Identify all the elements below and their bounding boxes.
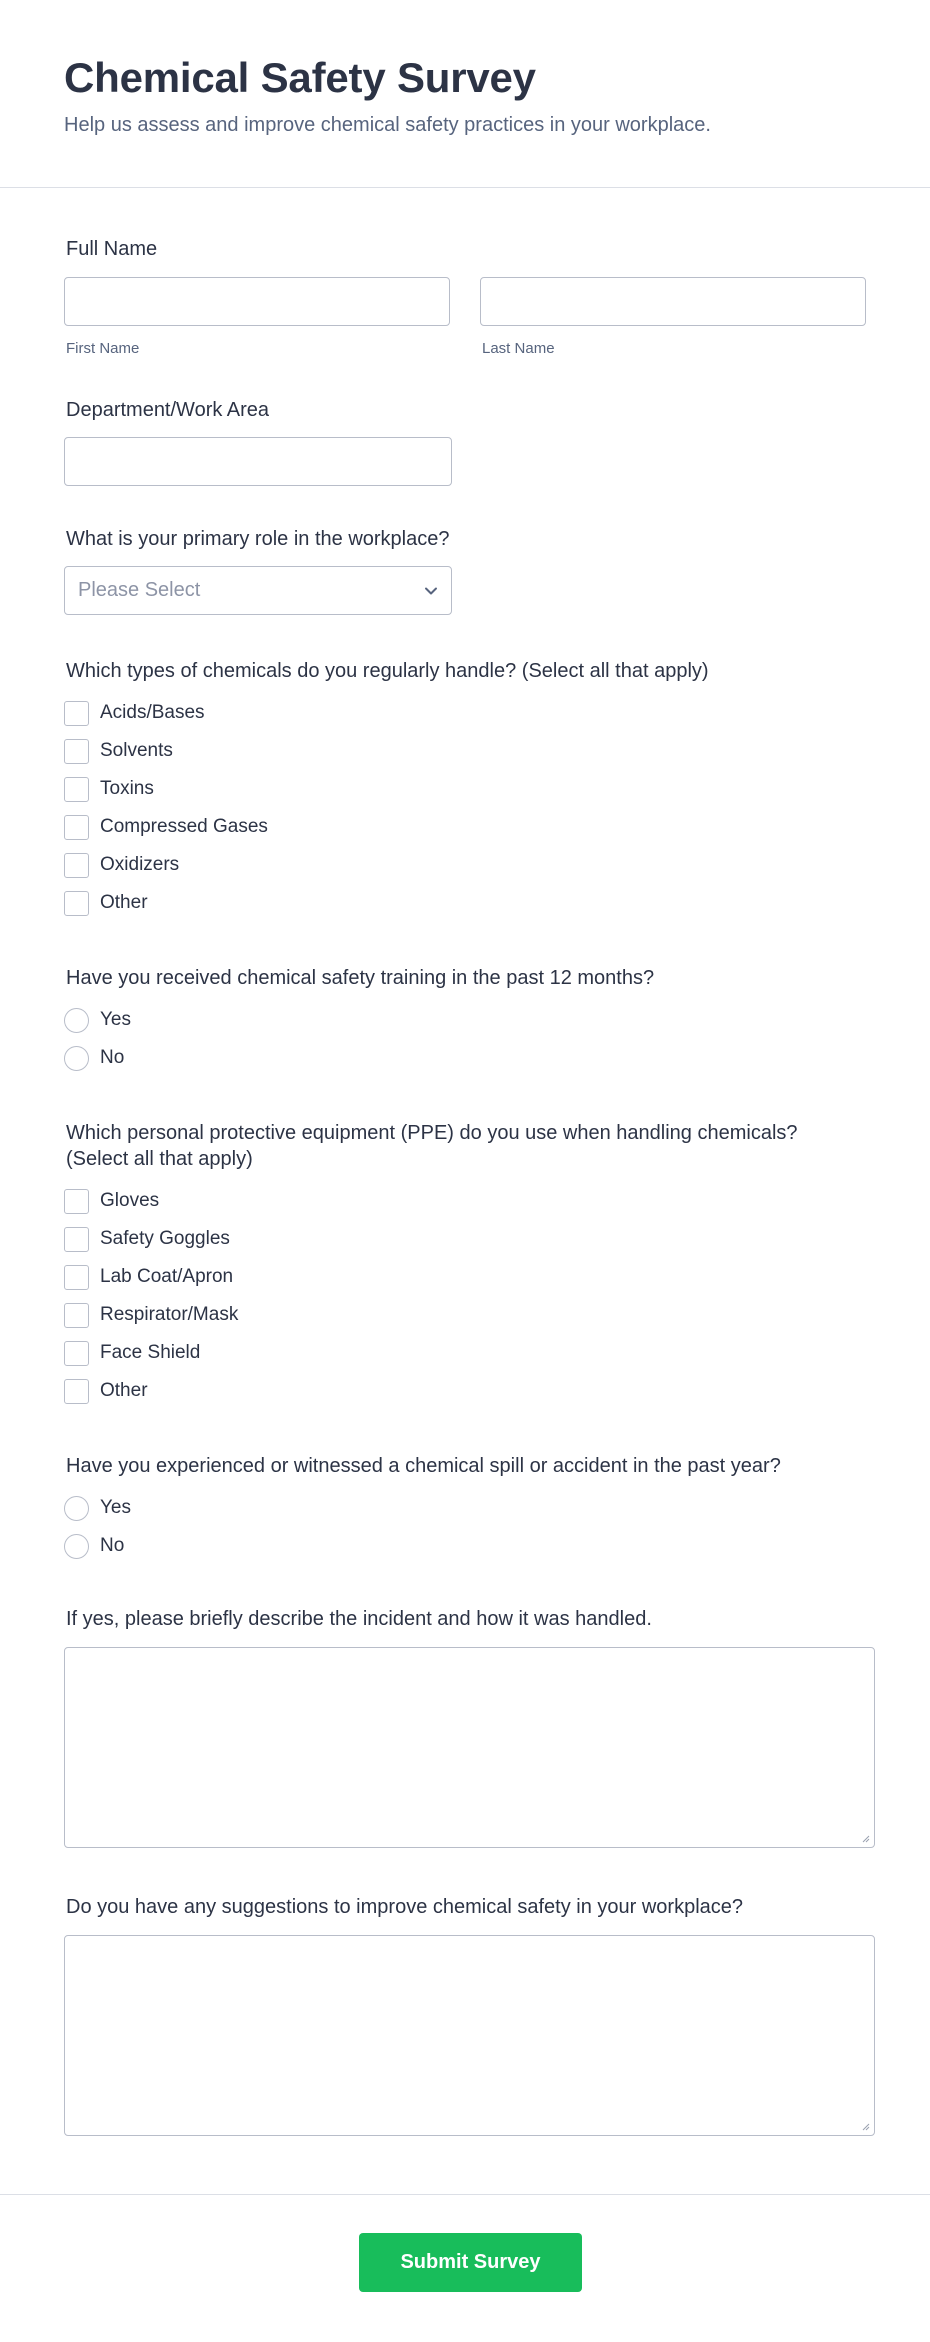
option-label: Other: [100, 1380, 148, 1401]
ppe-option[interactable]: [64, 1296, 866, 1334]
incident-group: [64, 1606, 866, 1848]
option-label: Yes: [100, 1497, 131, 1518]
suggestions-group: [64, 1894, 866, 2136]
chevron-down-icon: [421, 581, 441, 601]
checkbox[interactable]: [64, 1227, 89, 1252]
full-name-group: [64, 236, 866, 357]
option-label: Gloves: [100, 1190, 160, 1211]
ppe-group: [64, 1120, 866, 1410]
suggestions-label: Do you have any suggestions to improve chemical safety in your workplace?: [66, 1896, 744, 1918]
checkbox[interactable]: [64, 701, 89, 726]
chemicals-option[interactable]: [64, 808, 866, 846]
department-group: [64, 397, 866, 486]
option-label: Oxidizers: [100, 854, 180, 875]
ppe-option[interactable]: [64, 1372, 866, 1410]
role-group: [64, 526, 866, 615]
ppe-option[interactable]: [64, 1182, 866, 1220]
first-name-sublabel: First Name: [66, 340, 140, 357]
spill-option[interactable]: [64, 1527, 866, 1565]
radio-button[interactable]: [64, 1534, 89, 1559]
option-label: No: [100, 1535, 125, 1556]
full-name-label: Full Name: [66, 238, 158, 260]
radio-button[interactable]: [64, 1046, 89, 1071]
chemicals-option[interactable]: [64, 770, 866, 808]
ppe-label-line-2: (Select all that apply): [66, 1148, 253, 1170]
role-select-value: Please Select: [78, 579, 201, 601]
page-title: Chemical Safety Survey: [64, 54, 536, 101]
option-label: No: [100, 1047, 125, 1068]
training-group: [64, 965, 866, 1077]
checkbox[interactable]: [64, 1189, 89, 1214]
ppe-option[interactable]: [64, 1334, 866, 1372]
form-header: [0, 0, 930, 188]
form-footer: [0, 2194, 930, 2342]
incident-textarea[interactable]: [64, 1647, 875, 1848]
radio-button[interactable]: [64, 1008, 89, 1033]
survey-form: [0, 236, 930, 2136]
chemicals-label: Which types of chemicals do you regularly handle? (Select all that apply): [66, 660, 709, 682]
department-input[interactable]: [64, 437, 452, 486]
option-label: Lab Coat/Apron: [100, 1266, 234, 1287]
chemicals-option[interactable]: [64, 846, 866, 884]
role-select[interactable]: [64, 566, 452, 615]
first-name-input[interactable]: [64, 277, 450, 326]
option-label: Acids/Bases: [100, 702, 205, 723]
option-label: Compressed Gases: [100, 816, 268, 837]
checkbox[interactable]: [64, 1379, 89, 1404]
option-label: Toxins: [100, 778, 154, 799]
last-name-field: [480, 277, 866, 357]
ppe-label-line-1: Which personal protective equipment (PPE) do you use when handling chemicals?: [66, 1122, 798, 1144]
ppe-option[interactable]: [64, 1220, 866, 1258]
page-subtitle: Help us assess and improve chemical safety practices in your workplace.: [64, 114, 711, 136]
training-option[interactable]: [64, 1039, 866, 1077]
checkbox[interactable]: [64, 853, 89, 878]
chemicals-option[interactable]: [64, 732, 866, 770]
checkbox[interactable]: [64, 891, 89, 916]
spill-label: Have you experienced or witnessed a chemical spill or accident in the past year?: [66, 1455, 781, 1477]
checkbox[interactable]: [64, 777, 89, 802]
spill-option[interactable]: [64, 1489, 866, 1527]
option-label: Safety Goggles: [100, 1228, 230, 1249]
option-label: Face Shield: [100, 1342, 201, 1363]
last-name-input[interactable]: [480, 277, 866, 326]
incident-label: If yes, please briefly describe the incident and how it was handled.: [66, 1608, 652, 1630]
ppe-option[interactable]: [64, 1258, 866, 1296]
first-name-field: [64, 277, 450, 357]
role-label: What is your primary role in the workplace?: [66, 528, 450, 550]
chemicals-option[interactable]: [64, 694, 866, 732]
chemicals-group: [64, 658, 866, 922]
checkbox[interactable]: [64, 1303, 89, 1328]
checkbox[interactable]: [64, 1265, 89, 1290]
submit-button[interactable]: Submit Survey: [359, 2233, 582, 2292]
suggestions-textarea[interactable]: [64, 1935, 875, 2136]
resize-handle-icon[interactable]: [860, 1833, 870, 1843]
radio-button[interactable]: [64, 1496, 89, 1521]
resize-handle-icon[interactable]: [860, 2121, 870, 2131]
option-label: Yes: [100, 1009, 131, 1030]
checkbox[interactable]: [64, 1341, 89, 1366]
last-name-sublabel: Last Name: [482, 340, 555, 357]
option-label: Respirator/Mask: [100, 1304, 239, 1325]
training-option[interactable]: [64, 1001, 866, 1039]
training-label: Have you received chemical safety training in the past 12 months?: [66, 967, 655, 989]
department-label: Department/Work Area: [66, 399, 270, 421]
checkbox[interactable]: [64, 739, 89, 764]
chemicals-option[interactable]: [64, 884, 866, 922]
option-label: Other: [100, 892, 148, 913]
checkbox[interactable]: [64, 815, 89, 840]
spill-group: [64, 1453, 866, 1565]
option-label: Solvents: [100, 740, 173, 761]
